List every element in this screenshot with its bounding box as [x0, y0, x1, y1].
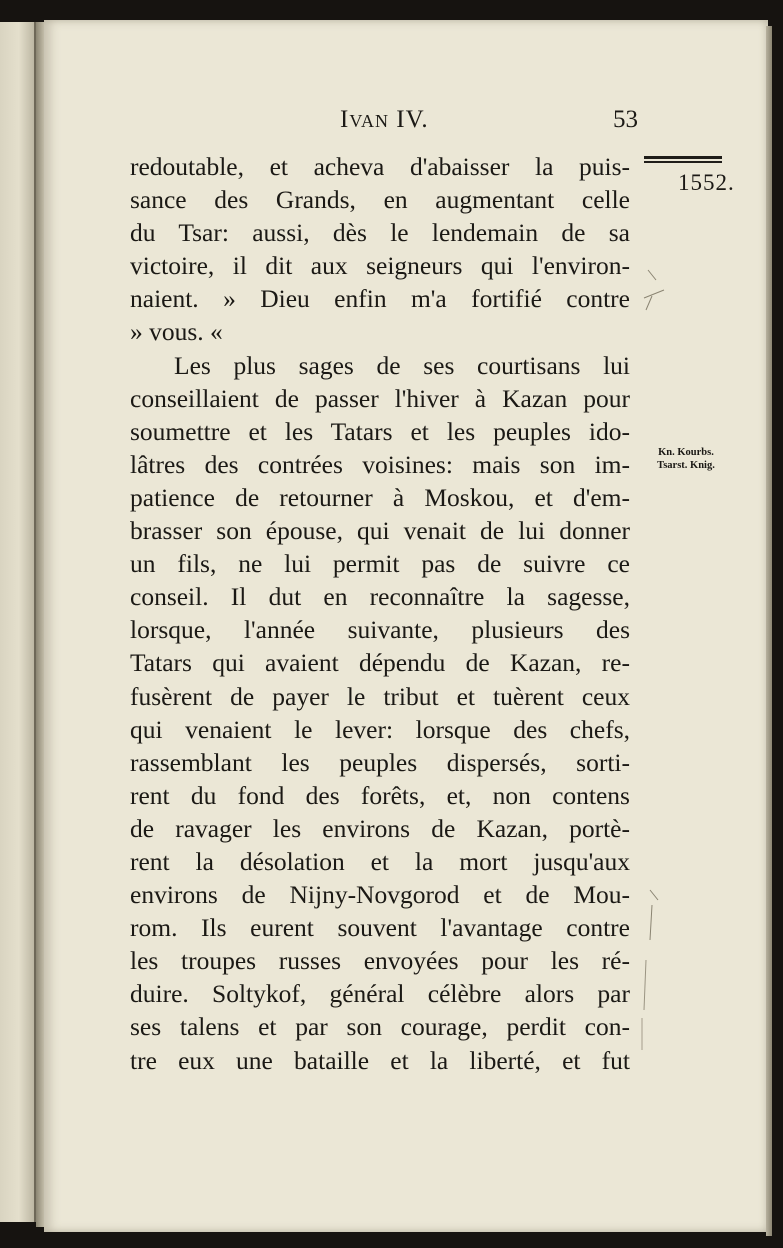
reference-line: Kn. Kourbs. — [658, 447, 714, 458]
text-line: conseil. Il dut en reconnaître la sagesse, — [130, 582, 630, 612]
running-head: Ivan IV. — [340, 106, 429, 133]
text-line: fusèrent de payer le tribut et tuèrent ceux — [130, 681, 630, 711]
text-line: ses talens et par son courage, perdit con- — [130, 1012, 630, 1042]
text-line: patience de retourner à Moskou, et d'em- — [130, 482, 630, 512]
page-edge-right — [766, 26, 772, 1236]
rule-line — [644, 156, 722, 159]
text-line: sance des Grands, en augmentant celle — [130, 185, 630, 215]
text-line: Les plus sages de ses courtisans lui — [174, 350, 630, 380]
text-line: rom. Ils eurent souvent l'avantage contre — [130, 913, 630, 943]
text-line: rent la désolation et la mort jusqu'aux — [130, 846, 630, 876]
text-line: Tatars qui avaient dépendu de Kazan, re- — [130, 648, 630, 678]
text-line: duire. Soltykof, général célèbre alors par — [130, 979, 630, 1009]
page-number: 53 — [613, 106, 638, 133]
text-line: de ravager les environs de Kazan, portè- — [130, 813, 630, 843]
text-line: du Tsar: aussi, dès le lendemain de sa — [130, 218, 630, 248]
text-line: redoutable, et acheva d'abaisser la puis- — [130, 152, 630, 181]
text-line: tre eux une bataille et la liberté, et fut — [130, 1045, 630, 1075]
page-header — [130, 104, 638, 138]
text-line: rent du fond des forêts, et, non contens — [130, 780, 630, 810]
text-line: qui venaient le lever: lorsque des chefs, — [130, 714, 630, 744]
body-text — [130, 150, 630, 1077]
text-line: » vous. « — [130, 317, 223, 347]
text-line: conseillaient de passer l'hiver à Kazan pour — [130, 383, 630, 413]
text-line: naient. » Dieu enfin m'a fortifié contre — [130, 284, 630, 314]
text-line: lorsque, l'année suivante, plusieurs des — [130, 615, 630, 645]
text-line: rassemblant les peuples dispersés, sorti- — [130, 747, 630, 777]
text-line: lâtres des contrées voisines: mais son im- — [130, 449, 630, 479]
text-line: brasser son épouse, qui venait de lui donner — [130, 516, 630, 546]
margin-double-rule — [644, 156, 722, 165]
rule-line — [644, 161, 722, 163]
text-line: un fils, ne lui permit pas de suivre ce — [130, 549, 630, 579]
text-line: victoire, il dit aux seigneurs qui l'environ- — [130, 251, 630, 281]
reference-line: Tsarst. Knig. — [657, 460, 715, 471]
text-line: soumettre et les Tatars et les peuples ido- — [130, 416, 630, 446]
text-line: environs de Nijny-Novgorod et de Mou- — [130, 880, 630, 910]
pencil-marks — [630, 250, 700, 1070]
previous-page-edge — [0, 22, 36, 1222]
text-line: les troupes russes envoyées pour les ré- — [130, 946, 630, 976]
margin-year: 1552. — [678, 170, 735, 195]
